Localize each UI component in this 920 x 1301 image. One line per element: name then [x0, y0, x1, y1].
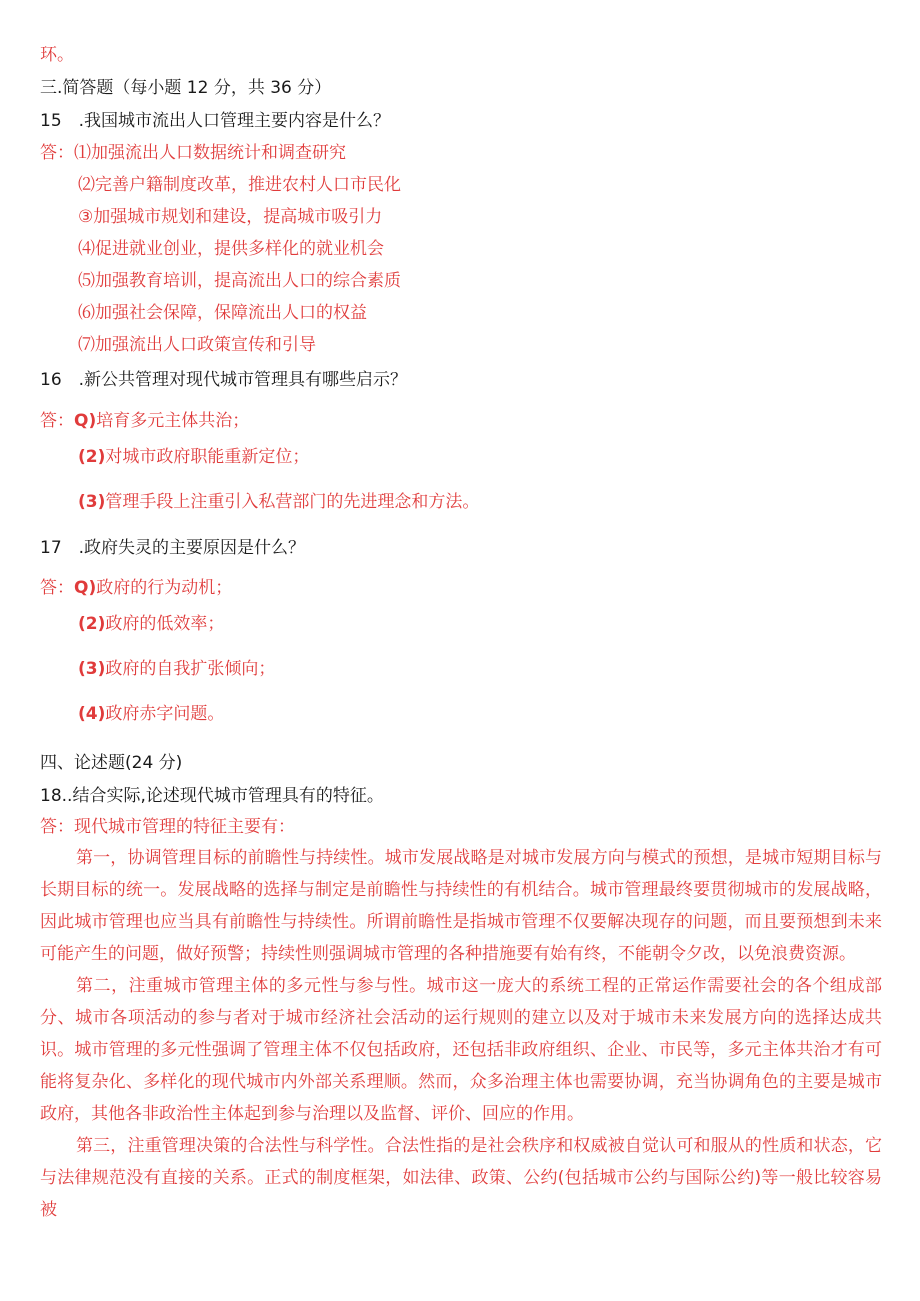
- item-number: (2): [78, 447, 106, 467]
- item-number: Q): [74, 578, 97, 598]
- answer-16-item: [40, 410, 249, 432]
- answer-15-item: ⑹加强社会保障，保障流出人口的权益: [78, 303, 367, 323]
- section-heading: 三.简答题（每小题 12 分，共 36 分）: [40, 78, 332, 98]
- item-text: 对城市政府职能重新定位；: [105, 447, 310, 467]
- text-line: 环。: [40, 45, 74, 65]
- item-text: 政府的低效率；: [105, 614, 225, 634]
- answer-16-item: [78, 491, 479, 513]
- item-text: 培育多元主体共治；: [96, 411, 250, 431]
- item-text: 政府的自我扩张倾向；: [105, 659, 276, 679]
- answer-paragraph: 第一，协调管理目标的前瞻性与持续性。城市发展战略是对城市发展方向与模式的预想，是城市短期目标与长期目标的统一。发展战略的选择与制定是前瞻性与持续性的有机结合。城市管理最终要贯彻城市的发展战略，因此城市管理也应当具有前瞻性与持续性。所谓前瞻性是指城市管理不仅要解决现存的问题，而且要预想到未来可能产生的问题，做好预警；持续性则强调城市管理的各种措施要有始有终，不能朝令夕改，以免浪费资源。: [40, 848, 882, 964]
- question-15: 15 .我国城市流出人口管理主要内容是什么？: [40, 111, 391, 131]
- answer-15-item: ⑸加强教育培训，提高流出人口的综合素质: [78, 271, 401, 291]
- answer-18-intro: 答：现代城市管理的特征主要有：: [40, 817, 295, 837]
- answer-15-item: ⑷促进就业创业，提供多样化的就业机会: [78, 239, 384, 259]
- answer-17-item: [78, 658, 275, 680]
- answer-17-item: [40, 577, 232, 599]
- item-number: (3): [78, 659, 106, 679]
- question-18: 18..结合实际,论述现代城市管理具有的特征。: [40, 786, 384, 806]
- answer-16-item: [78, 446, 309, 468]
- item-text: 管理手段上注重引入私营部门的先进理念和方法。: [105, 492, 480, 512]
- item-number: (2): [78, 614, 106, 634]
- answer-15-item: ⑺加强流出人口政策宣传和引导: [78, 335, 316, 355]
- answer-paragraph: 第三，注重管理决策的合法性与科学性。合法性指的是社会秩序和权威被自觉认可和服从的性质和状态，它与法律规范没有直接的关系。正式的制度框架，如法律、政策、公约(包括城市公约与国际公约)等一般比较容易被: [40, 1136, 882, 1220]
- item-text: 政府的行为动机；: [96, 578, 233, 598]
- answer-15-item: ⑵完善户籍制度改革，推进农村人口市民化: [78, 175, 401, 195]
- question-17: 17 .政府失灵的主要原因是什么？: [40, 538, 306, 558]
- answer-paragraph: 第二，注重城市管理主体的多元性与参与性。城市这一庞大的系统工程的正常运作需要社会的各个组成部分、城市各项活动的参与者对于城市经济社会活动的运行规则的建立以及对于城市未来发展方向的选择达成共识。城市管理的多元性强调了管理主体不仅包括政府，还包括非政府组织、企业、市民等，多元主体共治才有可能将复杂化、多样化的现代城市内外部关系理顺。然而，众多治理主体也需要协调，充当协调角色的主要是城市政府，其他各非政治性主体起到参与治理以及监督、评价、回应的作用。: [40, 976, 882, 1124]
- item-number: (4): [78, 704, 106, 724]
- answer-15-item: 答：⑴加强流出人口数据统计和调查研究: [40, 143, 346, 163]
- answer-17-item: [78, 613, 224, 635]
- item-text: 政府赤字问题。: [105, 704, 225, 724]
- answer-15-item: ③加强城市规划和建设，提高城市吸引力: [78, 207, 383, 227]
- answer-17-item: [78, 703, 224, 725]
- section-heading: 四、论述题(24 分): [40, 753, 183, 773]
- answer-prefix: 答：: [40, 411, 74, 431]
- answer-prefix: 答：: [40, 578, 74, 598]
- item-number: Q): [74, 411, 97, 431]
- item-number: (3): [78, 492, 106, 512]
- question-16: 16 .新公共管理对现代城市管理具有哪些启示？: [40, 370, 408, 390]
